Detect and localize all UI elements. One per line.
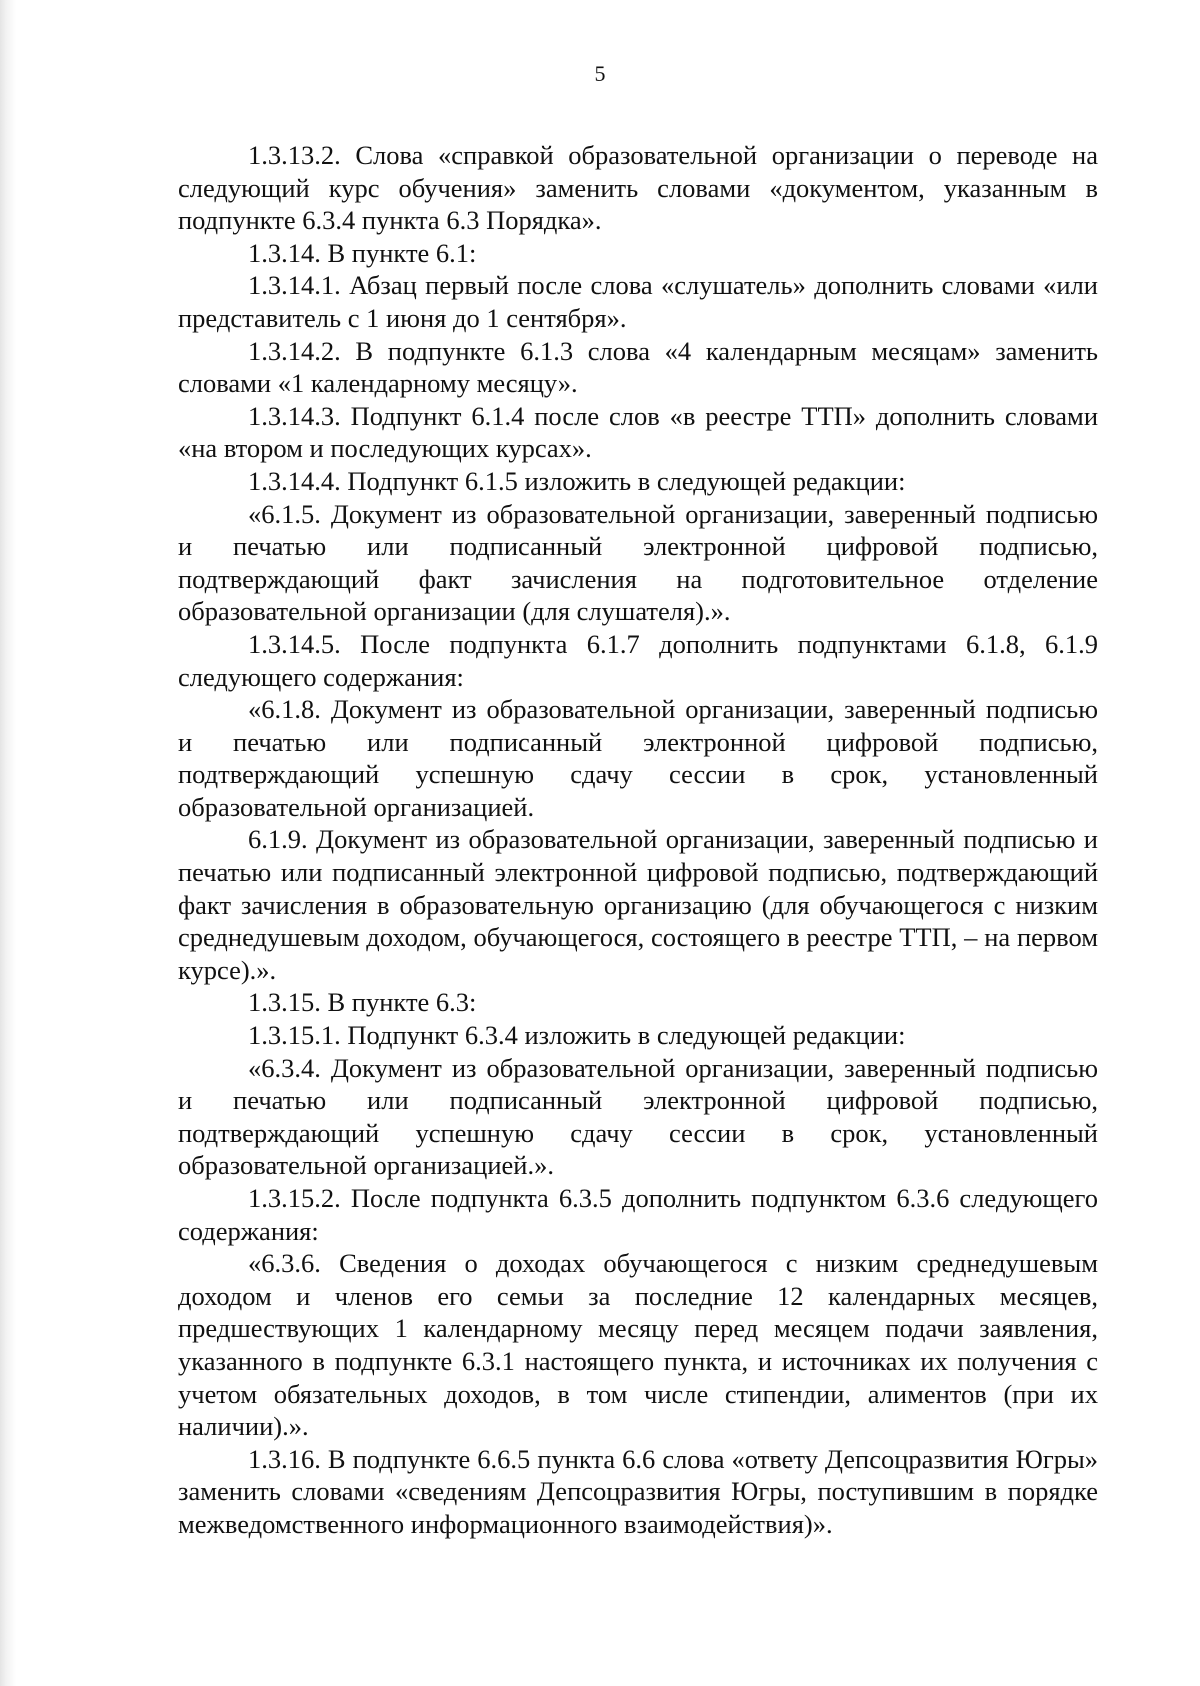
paragraph-1-3-15: 1.3.15. В пункте 6.3: xyxy=(248,987,477,1018)
scan-edge xyxy=(0,0,16,1686)
paragraph-1-3-13-2: 1.3.13.2. Слова «справкой образовательной организации о переводе на следующий курс обучения» заменить словами «документом, указанным в подпункте 6.3.4 пункта 6.3 Порядка». xyxy=(178,140,1098,236)
paragraph-1-3-14-3: 1.3.14.3. Подпункт 6.1.4 после слов «в реестре ТТП» дополнить словами «на втором и последующих курсах». xyxy=(178,400,1098,464)
paragraph-1-3-14-4: 1.3.14.4. Подпункт 6.1.5 изложить в следующей редакции: xyxy=(248,465,906,496)
paragraph-6-1-5-quote: «6.1.5. Документ из образовательной организации, заверенный подписью и печатью или подписанный электронной цифровой подписью, подтверждающий факт зачисления на подготовительное отделение образовательной организации (для слушателя).». xyxy=(178,498,1098,627)
paragraph-1-3-15-1: 1.3.15.1. Подпункт 6.3.4 изложить в следующей редакции: xyxy=(248,1020,906,1051)
document-body xyxy=(178,139,1098,1541)
paragraph-1-3-14-1: 1.3.14.1. Абзац первый после слова «слушатель» дополнить словами «или представитель с 1 июня до 1 сентября». xyxy=(178,270,1098,333)
paragraph-1-3-14: 1.3.14. В пункте 6.1: xyxy=(248,237,477,268)
paragraph-1-3-14-5: 1.3.14.5. После подпункта 6.1.7 дополнить подпунктами 6.1.8, 6.1.9 следующего содержания: xyxy=(178,628,1098,692)
paragraph-1-3-14-2: 1.3.14.2. В подпункте 6.1.3 слова «4 календарным месяцам» заменить словами «1 календарному месяцу». xyxy=(178,335,1098,399)
paragraph-6-3-6-quote: «6.3.6. Сведения о доходах обучающегося с низким среднедушевым доходом и членов его семьи за последние 12 календарных месяцев, предшествующих 1 календарному месяцу перед месяцем подачи заявления, указанного в подпункте 6.3.1 настоящего пункта, и источниках их получения с учетом обязательных доходов, в том числе стипендии, алиментов (при их наличии).». xyxy=(178,1248,1098,1442)
paragraph-1-3-15-2: 1.3.15.2. После подпункта 6.3.5 дополнить подпунктом 6.3.6 следующего содержания: xyxy=(178,1183,1098,1246)
page-number: 5 xyxy=(594,61,606,86)
paragraph-6-3-4-quote: «6.3.4. Документ из образовательной организации, заверенный подписью и печатью или подписанный электронной цифровой подписью, подтверждающий успешную сдачу сессии в срок, установленный образовательной организацией.». xyxy=(178,1052,1098,1181)
paragraph-6-1-9-quote: 6.1.9. Документ из образовательной организации, заверенный подписью и печатью или подписанный электронной цифровой подписью, подтверждающий факт зачисления в образовательную организацию (для обучающегося с низким среднедушевым доходом, обучающегося, состоящего в реестре ТТП, – на первом курсе).». xyxy=(178,824,1098,985)
paragraph-1-3-16: 1.3.16. В подпункте 6.6.5 пункта 6.6 слова «ответу Депсоцразвития Югры» заменить словами «сведениям Депсоцразвития Югры, поступившим в порядке межведомственного информационного взаимодействия)». xyxy=(178,1443,1098,1539)
paragraph-6-1-8-quote: «6.1.8. Документ из образовательной организации, заверенный подписью и печатью или подписанный электронной цифровой подписью, подтверждающий успешную сдачу сессии в срок, установленный образовательной организацией. xyxy=(178,694,1098,822)
